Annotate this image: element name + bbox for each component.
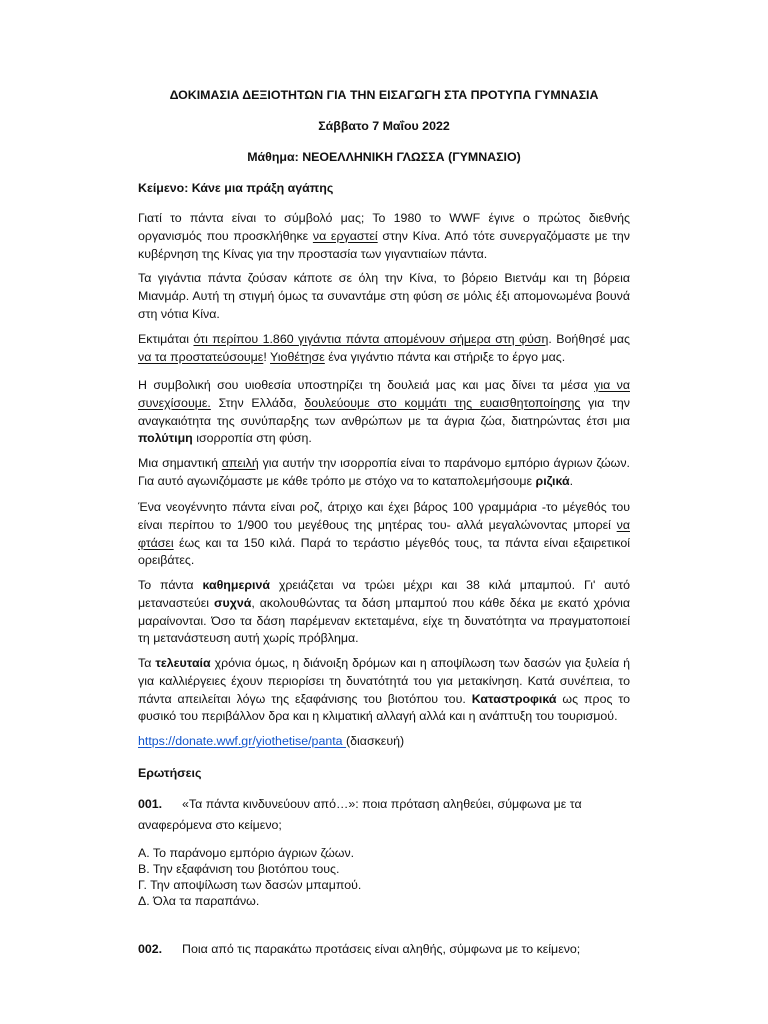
paragraph-5-text: για αυτήν την ισορροπία είναι το παράνομο εμπόριο άγριων ζώων. Για αυτό αγωνιζόμαστε με κάθε τρόπο με στόχο να το καταπολεμήσουμε (138, 456, 630, 488)
underlined-phrase: να φτάσει (138, 517, 630, 550)
question-text: Ποια από τις παρακάτω προτάσεις είναι αληθής, σύμφωνα με το κείμενο; (182, 942, 581, 956)
bold-word: συχνά (214, 595, 252, 610)
paragraph-5-text: . (569, 473, 574, 488)
paragraph-3 (138, 331, 630, 367)
underlined-phrase: να εργαστεί (312, 228, 378, 243)
paragraph-7-text: χρειάζεται να τρώει μέχρι και 38 κιλά μπαμπού. Γι' αυτό μεταναστεύει (138, 578, 630, 610)
exam-date: Σάββατο 7 Μαΐου 2022 (318, 119, 450, 133)
bold-word: τελευταία (155, 656, 211, 670)
question-001 (138, 794, 618, 836)
paragraph-6-text: Ένα νεογέννητο πάντα είναι ροζ, άτριχο και έχει βάρος 100 γραμμάρια -το μέγεθός του είναι περίπου το 1/900 του μεγέθους της μητέρας του- αλλά μεγαλώνοντας μπορεί (138, 500, 630, 532)
paragraph-5-text: Μια σημαντική (138, 456, 222, 470)
subject-line: Μάθημα: ΝΕΟΕΛΛΗΝΙΚΗ ΓΛΩΣΣΑ (ΓΥΜΝΑΣΙΟ) (247, 150, 521, 164)
paragraph-3-text: ! (263, 349, 270, 364)
paragraph-6-text: έως και τα 150 κιλά. Παρά το τεράστιο μέγεθός τους, τα πάντα είναι εξαιρετικοί ορειβάτες. (138, 535, 630, 568)
paragraph-8-text: ως προς το φυσικό του περιβάλλον δρα και η κλιματική αλλαγή αλλά και η ανάπτυξη του τουρισμού. (138, 691, 631, 724)
paragraph-3-text: . Βοήθησέ μας (548, 332, 630, 346)
option-b: Β. Την εξαφάνιση του βιοτόπου τους. (138, 862, 340, 876)
paragraph-1-text: στην Κίνα. Από τότε συνεργαζόμαστε με την κυβέρνηση της Κίνας για την προστασία των γιγαντιαίων πάντα. (138, 228, 630, 261)
underlined-phrase: απειλή (221, 456, 259, 470)
paragraph-1 (138, 210, 630, 263)
document-title: ΔΟΚΙΜΑΣΙΑ ΔΕΞΙΟΤΗΤΩΝ ΓΙΑ ΤΗΝ ΕΙΣΑΓΩΓΗ ΣΤΑ ΠΡΟΤΥΠΑ ΓΥΜΝΑΣΙΑ (169, 88, 599, 102)
paragraph-4-text: Στην Ελλάδα, (210, 395, 305, 410)
question-text: «Τα πάντα κινδυνεύουν από…»: ποια πρόταση αληθεύει, σύμφωνα με τα αναφερόμενα στο κείμενο; (138, 797, 582, 832)
bold-word: καθημερινά (202, 578, 270, 592)
paragraph-2 (138, 270, 630, 323)
question-number: 001. (138, 797, 163, 811)
underlined-phrase: για να συνεχίσουμε. (138, 378, 630, 410)
paragraph-3-text: Εκτιμάται (138, 332, 194, 346)
paragraph-1-text: Γιατί το πάντα είναι το σύμβολό μας; Το 1980 το WWF έγινε ο πρώτος διεθνής οργανισμός που προσκλήθηκε (138, 211, 630, 243)
paragraph-7-text: , ακολουθώντας τα δάση μπαμπού που κάθε δέκα με εκατό χρόνια μαραίνονται. Όσο τα δάση παρέμεναν εκτεταμένα, είχε τη δυνατότητα να πραγματοποιεί τη μετανάστευση αυτή χωρίς πρόβλημα. (138, 595, 630, 646)
paragraph-3-text: ένα γιγάντιο πάντα και στήριξε το έργο μας. (324, 349, 566, 364)
paragraph-8-text: χρόνια όμως, η διάνοιξη δρόμων και η αποψίλωση των δασών για ξυλεία ή για καλλιέργειες έχουν περιορίσει τη δυνατότητά του για μετακίνηση. Κατά συνέπεια, το πάντα απειλείται λόγω της εξαφάνισης του βιοτόπου του. (138, 656, 631, 706)
option-a: Α. Το παράνομο εμπόριο άγριων ζώων. (138, 846, 355, 860)
underlined-phrase: να τα προστατεύσουμε (138, 349, 264, 364)
paragraph-4-text: Η συμβολική σου υιοθεσία υποστηρίζει τη δουλειά μας και μας δίνει τα μέσα (138, 378, 595, 392)
paragraph-7-text: Το πάντα (138, 578, 203, 592)
paragraph-7 (138, 577, 630, 648)
paragraph-6 (138, 499, 630, 570)
question-002 (138, 939, 618, 960)
text-heading: Κείμενο: Κάνε μια πράξη αγάπης (138, 181, 334, 195)
source-link[interactable]: https://donate.wwf.gr/yiothetise/panta (138, 734, 347, 748)
bold-word: ριζικά (535, 473, 570, 488)
underlined-phrase: ότι περίπου 1.860 γιγάντια πάντα απομένουν σήμερα στη φύση (193, 332, 549, 346)
paragraph-8 (138, 655, 630, 726)
paragraph-4-text: ισορροπία στη φύση. (192, 431, 312, 446)
paragraph-8-text: Τα (138, 656, 156, 670)
paragraph-2-text: Τα γιγάντια πάντα ζούσαν κάποτε σε όλη την Κίνα, το βόρειο Βιετνάμ και τη βόρεια Μιανμάρ. Αυτή τη στιγμή όμως τα συναντάμε στη φύση σε μόλις έξι απομονωμένα βουνά στη νότια Κίνα. (138, 271, 630, 321)
bold-word: Καταστροφικά (471, 691, 557, 706)
paragraph-5 (138, 455, 630, 491)
underlined-phrase: δουλεύουμε στο κομμάτι της ευαισθητοποίησης (304, 395, 581, 410)
bold-word: πολύτιμη (138, 431, 193, 446)
option-d: Δ. Όλα τα παραπάνω. (138, 894, 260, 908)
source-line (138, 733, 630, 751)
option-c: Γ. Την αποψίλωση των δασών μπαμπού. (138, 878, 362, 892)
underlined-phrase: Υιοθέτησε (270, 349, 325, 364)
paragraph-4 (138, 377, 630, 448)
question-number: 002. (138, 942, 163, 956)
source-note: (διασκευή) (346, 734, 405, 748)
paragraph-4-text: για την αναγκαιότητα της συνύπαρξης των ανθρώπων με τα άγρια ζώα, διατηρώντας έτσι μια (138, 395, 630, 428)
questions-title: Ερωτήσεις (138, 766, 202, 780)
